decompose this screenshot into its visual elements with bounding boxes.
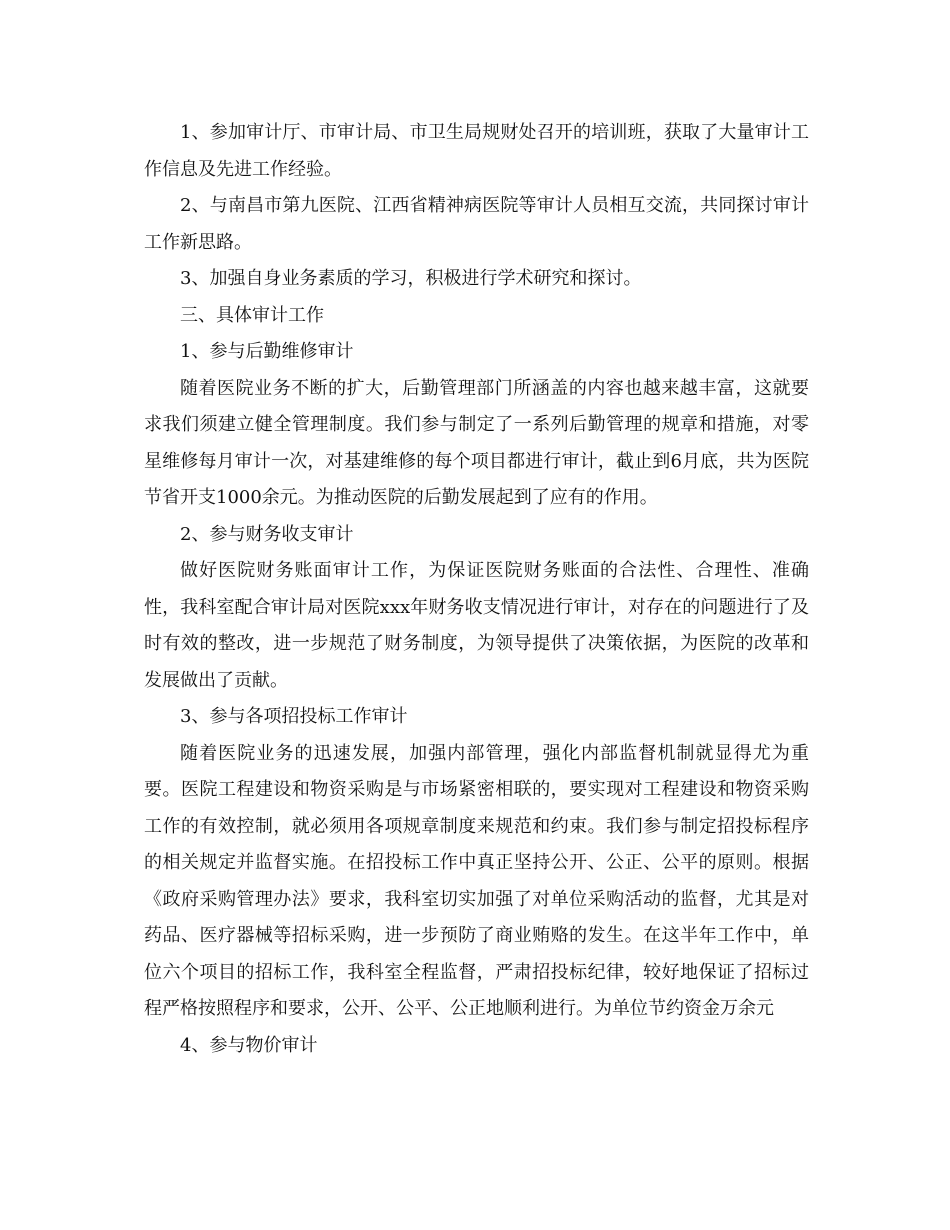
paragraph-exchange: 2、与南昌市第九医院、江西省精神病医院等审计人员相互交流，共同探讨审计工作新思路。 — [144, 195, 809, 253]
paragraph-tender: 随着医院业务的迅速发展，加强内部管理，强化内部监督机制就显得尤为重要。医院工程建设和物资采购是与市场紧密相联的，要实现对工程建设和物资采购工作的有效控制，就必须用各项规章制度来规范和约束。我们参与制定招投标程序的相关规定并监督实施。在招投标工作中真正坚持公开、公正、公平的原则。根据《政府采购管理办法》要求，我科室切实加强了对单位采购活动的监督，尤其是对药品、医疗器械等招标采购，进一步预防了商业贿赂的发生。在这半年工作中，单位六个项目的招标工作，我科室全程监督，严肃招投标纪律，较好地保证了招标过程严格按照程序和要求，公开、公平、公正地顺利进行。为单位节约资金万余元 — [144, 742, 809, 1019]
document-body — [144, 115, 809, 1064]
subheading-logistics-audit: 1、参与后勤维修审计 — [180, 341, 354, 362]
subheading-price-audit: 4、参与物价审计 — [180, 1034, 318, 1056]
paragraph-finance: 做好医院财务账面审计工作，为保证医院财务账面的合法性、合理性、准确性，我科室配合审计局对医院xxx年财务收支情况进行审计，对存在的问题进行了及时有效的整改，进一步规范了财务制度，为领导提供了决策依据，为医院的改革和发展做出了贡献。 — [144, 560, 809, 691]
subheading-tender-audit: 3、参与各项招投标工作审计 — [180, 706, 408, 727]
paragraph-training: 1、参加审计厅、市审计局、市卫生局规财处召开的培训班，获取了大量审计工作信息及先进工作经验。 — [144, 122, 809, 180]
section-heading-specific-audit: 三、具体审计工作 — [180, 304, 324, 326]
paragraph-logistics: 随着医院业务不断的扩大，后勤管理部门所涵盖的内容也越来越丰富，这就要求我们须建立健全管理制度。我们参与制定了一系列后勤管理的规章和措施，对零星维修每月审计一次，对基建维修的每个项目都进行审计，截止到6月底，共为医院节省开支1000余元。为推动医院的后勤发展起到了应有的作用。 — [144, 377, 809, 508]
subheading-finance-audit: 2、参与财务收支审计 — [180, 523, 354, 545]
paragraph-study: 3、加强自身业务素质的学习，积极进行学术研究和探讨。 — [180, 268, 642, 289]
